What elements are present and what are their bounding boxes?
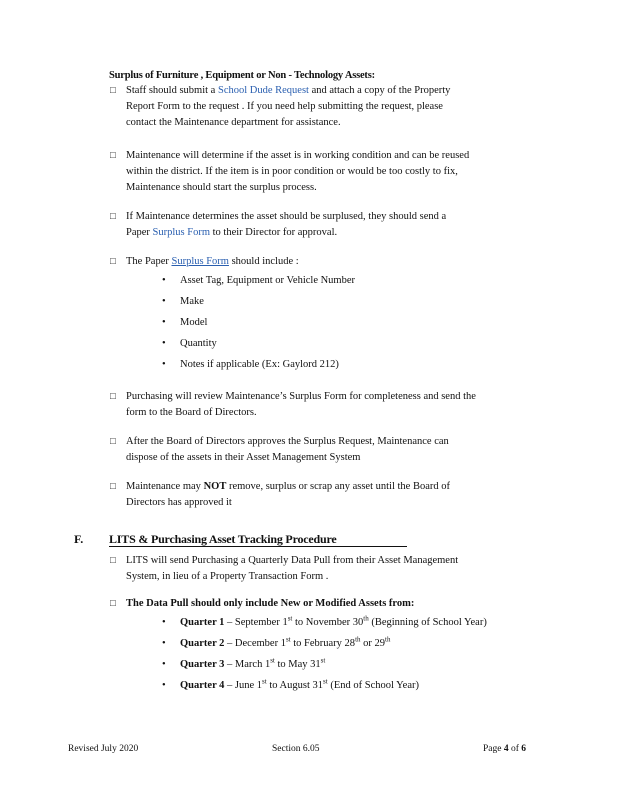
checkbox-icon: □: [110, 482, 116, 492]
list-item: □ Purchasing will review Maintenance’s Surplus Form for completeness and send the form to the Board of Directors.: [110, 391, 476, 418]
footer-page: Page 4 of 6: [483, 744, 527, 754]
section-letter: F.: [74, 532, 84, 546]
quarter-item: • Quarter 3 – March 1st to May 31st: [162, 656, 326, 670]
list-item: □ LITS will send Purchasing a Quarterly Data Pull from their Asset Management System, in lieu of a Property Transaction Form .: [110, 555, 459, 582]
checkbox-icon: □: [110, 392, 116, 402]
checkbox-icon: □: [110, 599, 116, 609]
section-title: LITS & Purchasing Asset Tracking Procedure: [109, 532, 337, 546]
bullet-item: • Quantity: [162, 338, 217, 349]
list-item: □ After the Board of Directors approves the Surplus Request, Maintenance can dispose of the assets in their Asset Management System: [110, 436, 449, 463]
checkbox-icon: □: [110, 257, 116, 267]
bullet-item: • Model: [162, 317, 208, 328]
checkbox-icon: □: [110, 556, 116, 566]
footer-revised: Revised July 2020: [68, 744, 139, 754]
surplus-form-link[interactable]: Surplus Form: [171, 256, 229, 267]
checkbox-icon: □: [110, 212, 116, 222]
checkbox-icon: □: [110, 437, 116, 447]
list-item: □ The Paper Surplus Form should include : • Asset Tag, Equipment or Vehicle Number • Make • Model • Quantity • Notes if applicable (Ex: Gaylord 212): [110, 254, 566, 375]
title-underline: [109, 546, 407, 547]
list-item: □ Maintenance may NOT remove, surplus or scrap any asset until the Board of Directors has approved it: [110, 481, 450, 508]
quarter-item: • Quarter 2 – December 1st to February 28th or 29th: [162, 635, 391, 649]
list-item: □ Maintenance will determine if the asset is in working condition and can be reused within the district. If the item is in poor condition or would be too costly to fix, Maintenance should start the surplus process.: [110, 150, 470, 193]
section-heading: Surplus of Furniture , Equipment or Non - Technology Assets:: [109, 70, 375, 81]
bullet-item: • Asset Tag, Equipment or Vehicle Number: [162, 275, 356, 286]
list-item: □ The Data Pull should only include New or Modified Assets from: • Quarter 1 – September 1st to November 30th (Beginning of School Year) • Quarter 2 – December 1st to February 28th or 29th • Quarter 3 – March 1st to May 31st • Quarter 4 – June 1st to August 31st (End of School Year): [110, 596, 566, 696]
bullet-item: • Notes if applicable (Ex: Gaylord 212): [162, 359, 339, 370]
list-item: □ Staff should submit a School Dude Request and attach a copy of the Property Report Form to the request . If you need help submitting the request, please contact the Maintenance department for assistance.: [110, 85, 451, 128]
bullet-item: • Make: [162, 296, 204, 307]
checkbox-icon: □: [110, 151, 116, 161]
footer-section: Section 6.05: [272, 744, 320, 754]
checkbox-icon: □: [110, 86, 116, 96]
surplus-form-link[interactable]: Surplus Form: [152, 227, 211, 238]
list-item: □ If Maintenance determines the asset should be surplused, they should send a Paper Surplus Form to their Director for approval.: [110, 211, 447, 238]
quarter-item: • Quarter 1 – September 1st to November 30th (Beginning of School Year): [162, 614, 487, 628]
quarter-item: • Quarter 4 – June 1st to August 31st (End of School Year): [162, 677, 419, 691]
school-dude-request-link[interactable]: School Dude Request: [217, 85, 309, 96]
